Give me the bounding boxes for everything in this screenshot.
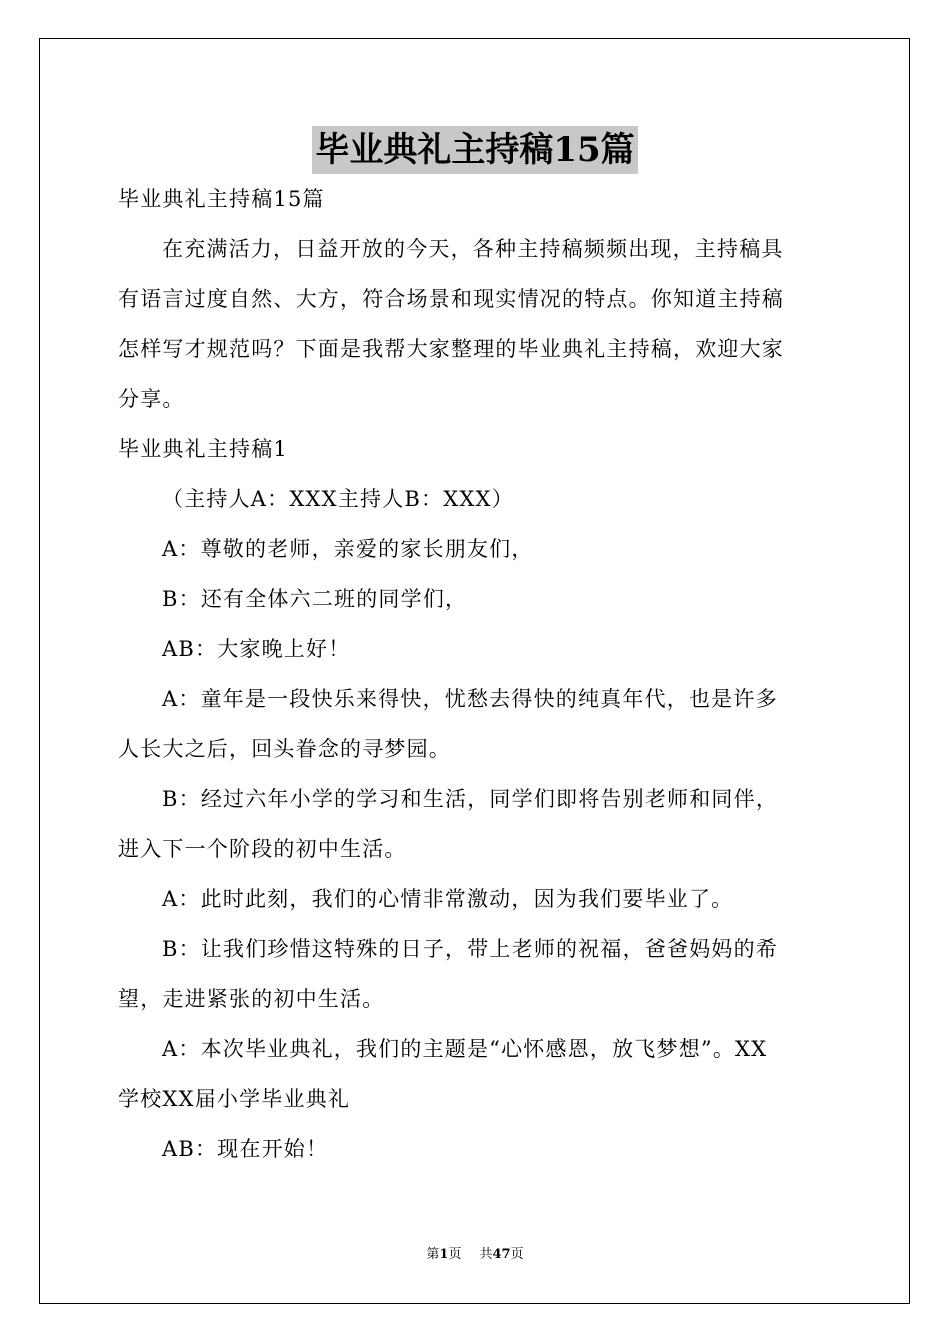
document-title	[0, 126, 950, 180]
body-line: 分享。	[118, 387, 185, 411]
page-number-prefix: 第	[426, 1247, 440, 1262]
body-line: B：经过六年小学的学习和生活，同学们即将告别老师和同伴，	[162, 787, 779, 811]
body-line: 学校XX届小学毕业典礼	[118, 1087, 351, 1111]
body-line: A：童年是一段快乐来得快，忧愁去得快的纯真年代，也是许多	[162, 687, 778, 711]
body-line: 人长大之后，回头眷念的寻梦园。	[118, 737, 451, 761]
body-line: 在充满活力，日益开放的今天，各种主持稿频频出现，主持稿具	[162, 237, 784, 261]
body-line: 望，走进紧张的初中生活。	[118, 987, 385, 1011]
body-line: AB：现在开始！	[162, 1137, 329, 1161]
page-total: 47	[492, 1247, 511, 1262]
body-line: B：还有全体六二班的同学们，	[162, 587, 468, 611]
body-line: A：此时此刻，我们的心情非常激动，因为我们要毕业了。	[162, 887, 734, 911]
body-line: 进入下一个阶段的初中生活。	[118, 837, 407, 861]
page-footer	[0, 1245, 950, 1265]
document-title-text: 毕业典礼主持稿15篇	[312, 126, 637, 174]
page-total-suffix: 页	[510, 1247, 524, 1262]
body-line: 有语言过度自然、大方，符合场景和现实情况的特点。你知道主持稿	[118, 287, 784, 311]
body-line: B：让我们珍惜这特殊的日子，带上老师的祝福，爸爸妈妈的希	[162, 937, 779, 961]
body-line: （主持人A：XXX主持人B：XXX）	[162, 487, 514, 511]
body-line: A：尊敬的老师，亲爱的家长朋友们，	[162, 537, 534, 561]
body-line: A：本次毕业典礼，我们的主题是“心怀感恩，放飞梦想”。XX	[162, 1037, 768, 1061]
page-total-prefix: 共	[479, 1247, 493, 1262]
page-number-suffix: 页	[448, 1247, 462, 1262]
body-line: 怎样写才规范吗？下面是我帮大家整理的毕业典礼主持稿，欢迎大家	[118, 337, 784, 361]
body-line: 毕业典礼主持稿1	[118, 437, 288, 461]
document-body	[118, 174, 838, 1174]
page-number-current: 1	[439, 1247, 449, 1262]
body-line: AB：大家晚上好！	[162, 637, 351, 661]
body-line: 毕业典礼主持稿15篇	[118, 187, 325, 211]
